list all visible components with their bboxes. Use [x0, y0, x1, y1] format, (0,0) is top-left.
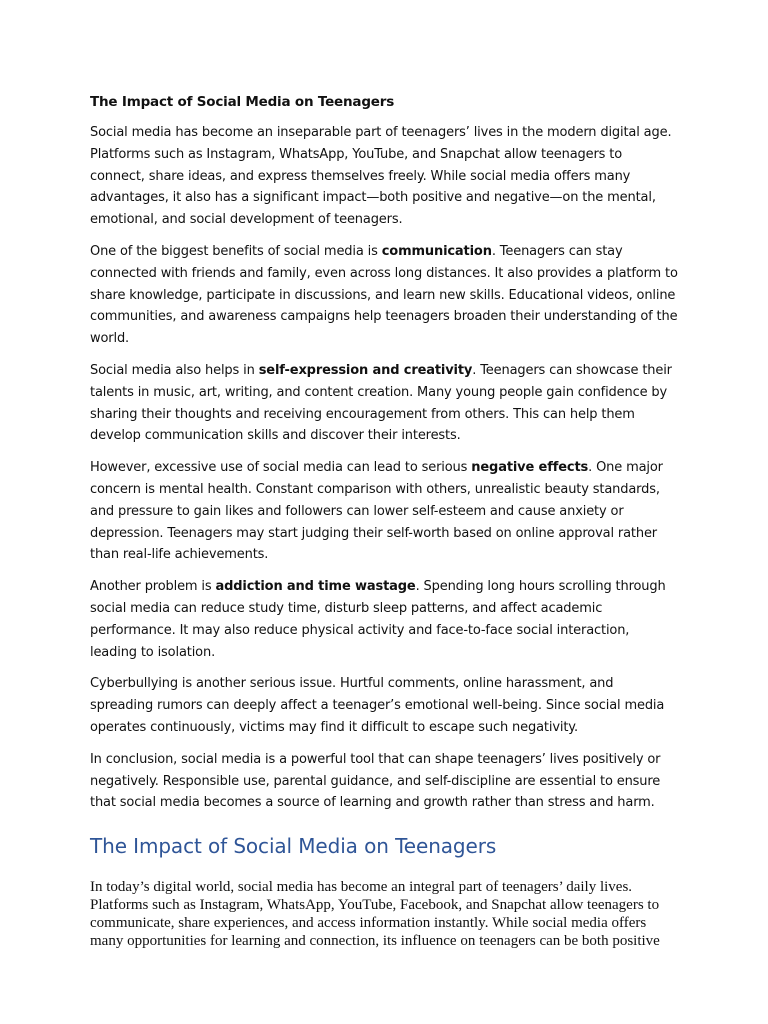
paragraph-text: . One major concern is mental health. Constant comparison with others, unrealistic beauty standards, and pressure to gain likes and followers can lower self-esteem and cause anxiety or depression. Teenagers may start judging their self-worth based on online approval rather than real-life achievements.	[90, 460, 663, 563]
document-title: The Impact of Social Media on Teenagers	[90, 94, 395, 110]
paragraph-cyberbullying	[90, 673, 680, 738]
bold-term: communication	[381, 243, 492, 259]
paragraph-text: In conclusion, social media is a powerful tool that can shape teenagers’ lives positively or negatively. Responsible use, parental guidance, and self-discipline are essential to ensure that social media becomes a source of learning and growth rather than stress and harm.	[90, 751, 661, 811]
paragraph-text: Social media has become an inseparable part of teenagers’ lives in the modern digital age. Platforms such as Instagram, WhatsApp, YouTube, and Snapchat allow teenagers to connect, share ideas, and express themselves freely. While social media offers many advantages, it also has a significant impact—both positive and negative—on the mental, emotional, and social development of teenagers.	[90, 125, 672, 228]
paragraph-text: . Teenagers can showcase their talents in music, art, writing, and content creation. Many young people gain confidence by sharing their thoughts and receiving encouragement from others. This can help them develop communication skills and discover their interests.	[90, 362, 672, 444]
bold-term: addiction and time wastage	[215, 579, 416, 595]
paragraph-self-expression	[90, 360, 680, 447]
paragraph-addiction	[90, 576, 680, 663]
paragraph-text: . Teenagers can stay connected with friends and family, even across long distances. It also provides a platform to share knowledge, participate in discussions, and learn new skills. Educational videos, online communities, and awareness campaigns help teenagers broaden their understanding of the world.	[90, 243, 678, 347]
paragraph-text: Another problem is	[90, 579, 216, 595]
serif-paragraph: In today’s digital world, social media has become an integral part of teenagers’ daily lives. Platforms such as Instagram, WhatsApp, YouTube, Facebook, and Snapchat allow teenagers to communicate, share experiences, and access information instantly. While social media offers many opportunities for learning and connection, its influence on teenagers can be both positive	[90, 879, 660, 950]
paragraph-text: Cyberbullying is another serious issue. Hurtful comments, online harassment, and spreading rumors can deeply affect a teenager’s emotional well-being. Since social media operates continuously, victims may find it difficult to escape such negativity.	[90, 676, 665, 735]
paragraph-conclusion	[90, 749, 680, 814]
paragraph-text: . Spending long hours scrolling through social media can reduce study time, disturb sleep patterns, and affect academic performance. It may also reduce physical activity and face-to-face social interaction, leading to isolation.	[90, 579, 666, 660]
paragraph-text: One of the biggest benefits of social media is	[90, 243, 382, 259]
paragraph-negative-effects	[90, 457, 680, 566]
paragraph-text: Social media also helps in	[90, 362, 259, 378]
section-heading: The Impact of Social Media on Teenagers	[90, 834, 497, 859]
paragraph-intro	[90, 122, 680, 231]
bold-term: self-expression and creativity	[258, 362, 473, 378]
paragraph-text: However, excessive use of social media can lead to serious	[90, 460, 472, 476]
bold-term: negative effects	[471, 460, 589, 476]
paragraph-communication	[90, 241, 680, 350]
document-page	[90, 92, 680, 950]
